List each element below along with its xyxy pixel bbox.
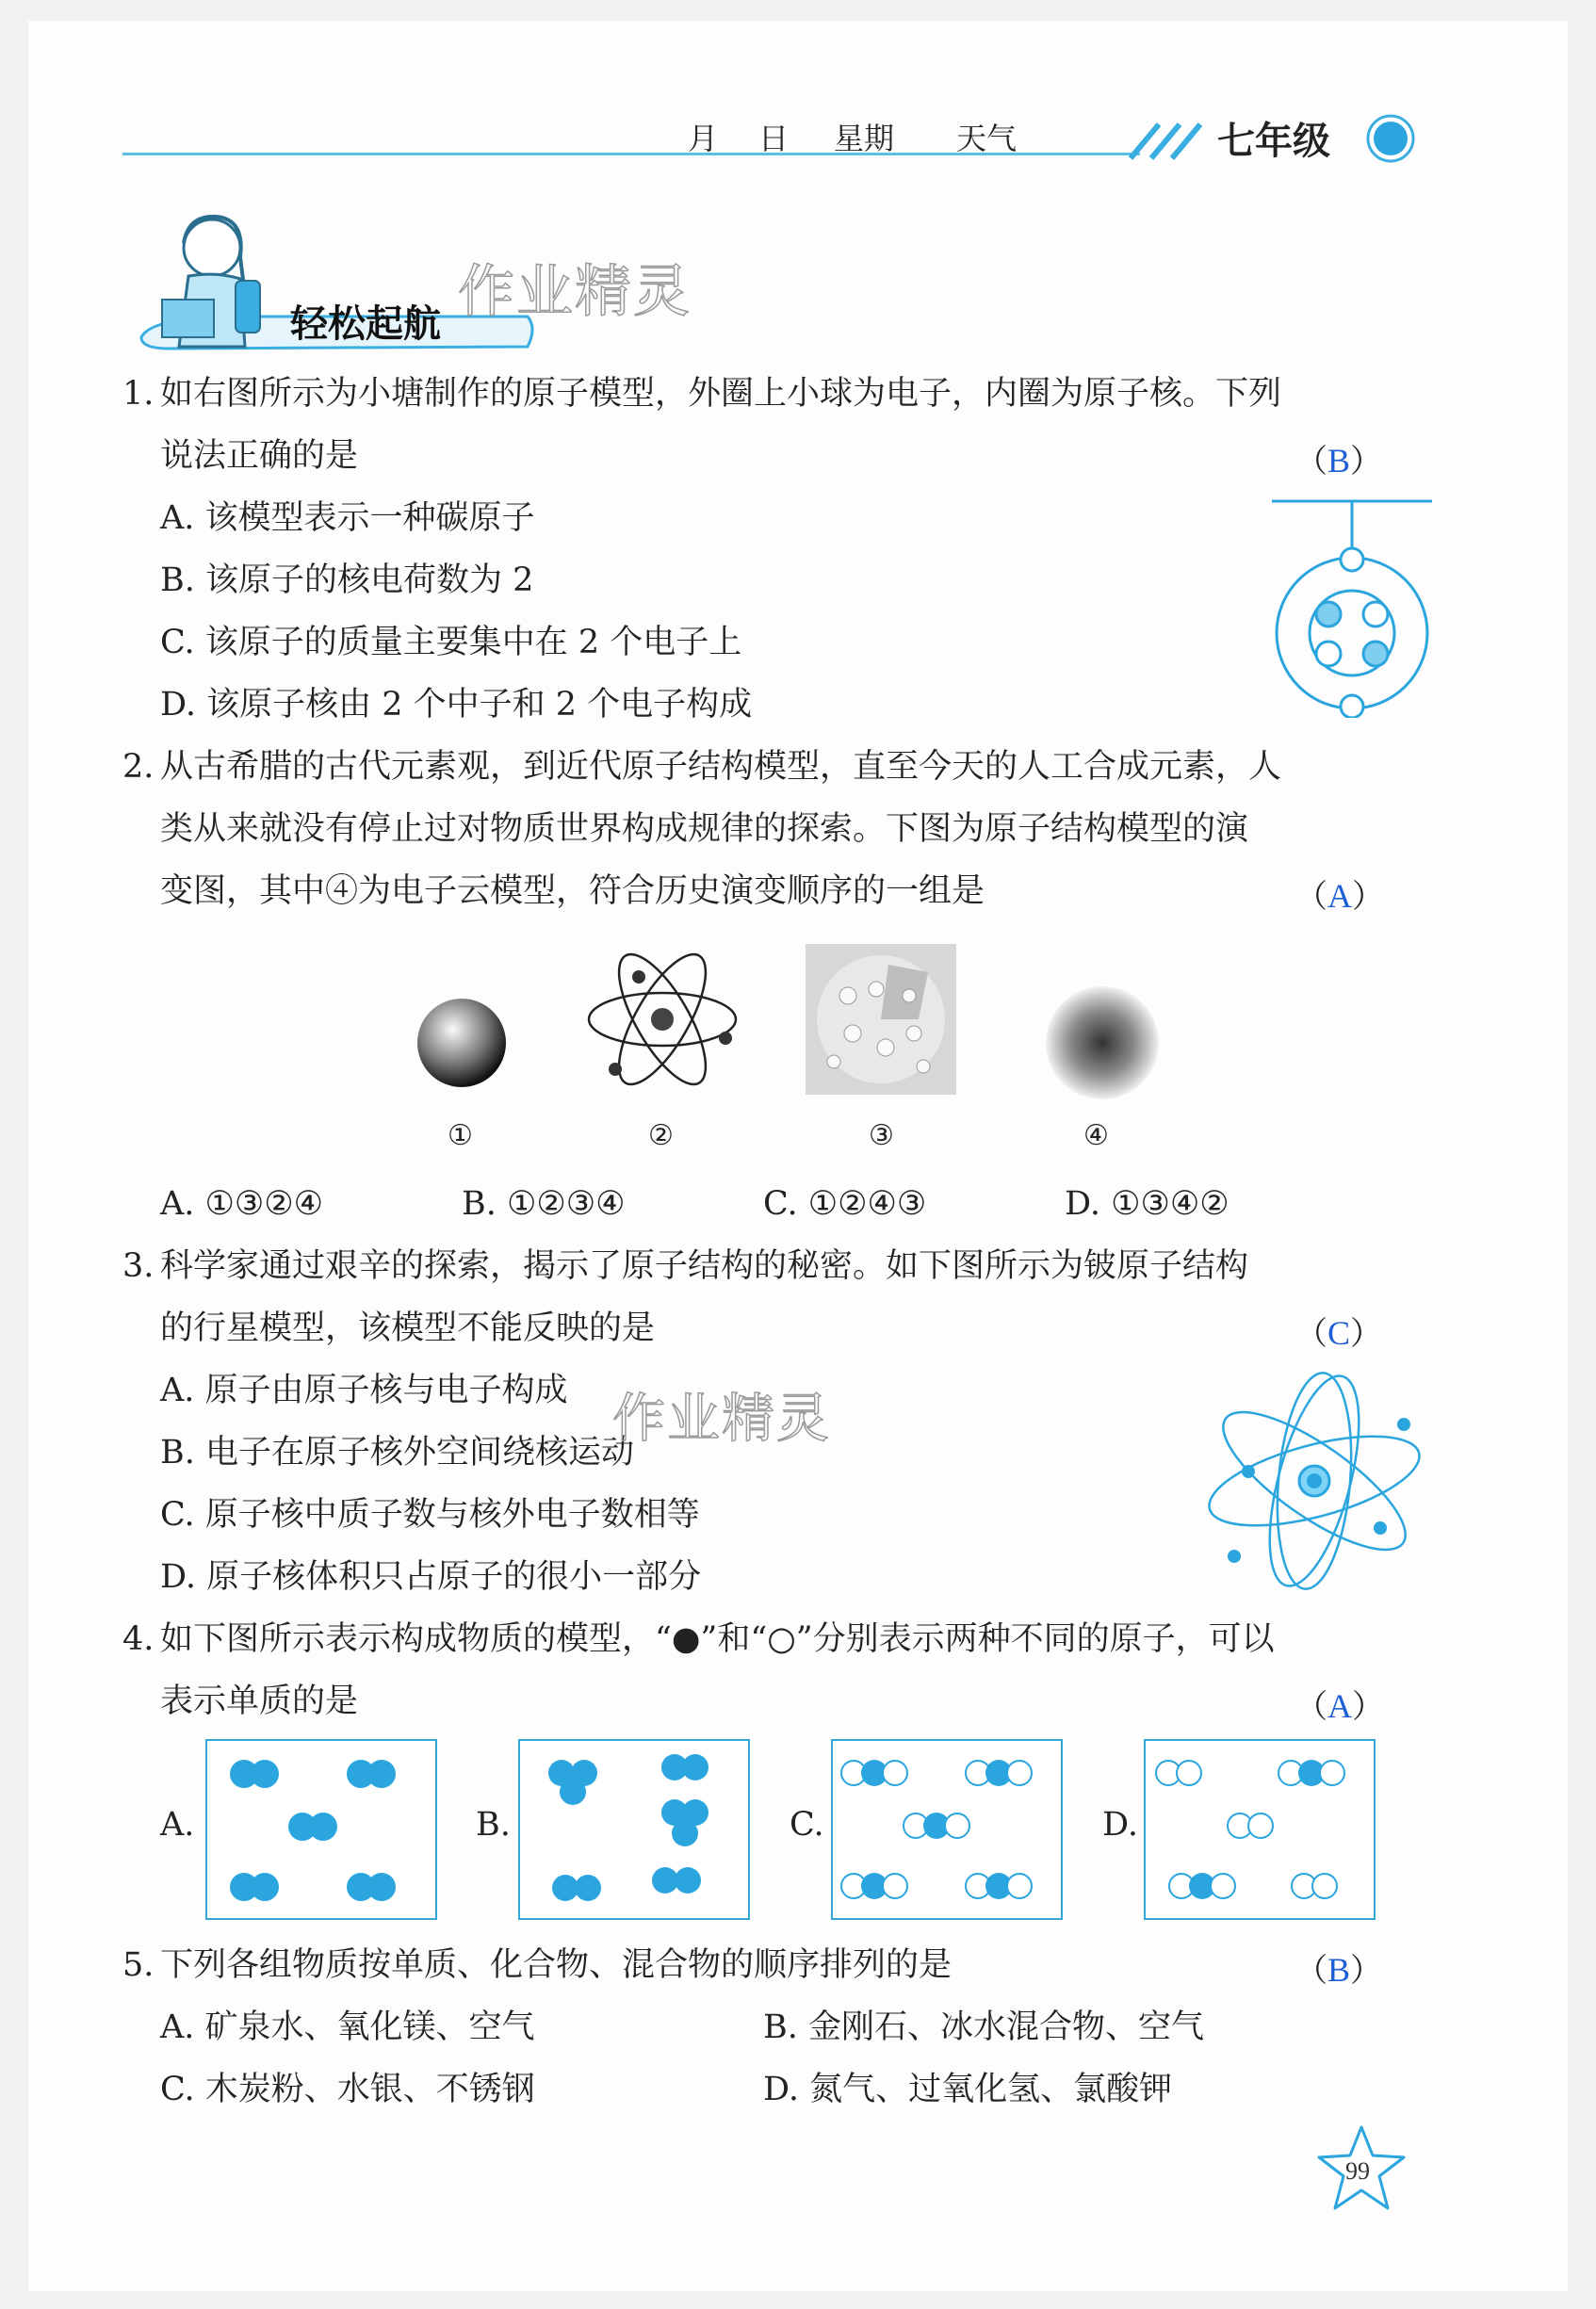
filled-atom bbox=[675, 1867, 701, 1894]
q1-answer-bracket bbox=[1295, 435, 1382, 481]
q3-text-line1: 科学家通过艰辛的探索，揭示了原子结构的秘密。如下图所示为铍原子结构 bbox=[160, 1247, 1249, 1285]
q5-answer: B bbox=[1327, 1951, 1351, 1989]
watermark-top: 作业精灵 bbox=[458, 259, 692, 325]
solid-sphere-model-figure bbox=[410, 991, 513, 1095]
q1-answer: B bbox=[1327, 442, 1351, 480]
blue-dot-icon bbox=[1364, 112, 1417, 165]
paren-close: ） bbox=[1350, 443, 1383, 480]
filled-atom bbox=[251, 1760, 279, 1788]
q4-model-box-c bbox=[831, 1739, 1063, 1920]
beryllium-atom-figure bbox=[1192, 1358, 1437, 1603]
paren-close: ） bbox=[1350, 1952, 1383, 1990]
figure-label-1: ① bbox=[448, 1119, 473, 1152]
q1-option-c: C. 该原子的质量主要集中在 2 个电子上 bbox=[160, 624, 742, 661]
q5-answer-bracket bbox=[1295, 1944, 1382, 1991]
q3-answer-bracket bbox=[1295, 1308, 1382, 1354]
q2-answer: A bbox=[1327, 877, 1352, 915]
q4-box-label-b: B. bbox=[476, 1806, 511, 1844]
q4-model-box-d bbox=[1144, 1739, 1376, 1920]
q4-box-label-c: C. bbox=[790, 1806, 824, 1844]
paren-close: ） bbox=[1352, 1688, 1384, 1726]
q5-option-b: B. 金刚石、冰水混合物、空气 bbox=[763, 2008, 1204, 2046]
filled-atom bbox=[560, 1779, 586, 1805]
q3-option-b: B. 电子在原子核外空间绕核运动 bbox=[160, 1434, 634, 1472]
figure-label-2: ② bbox=[648, 1119, 674, 1152]
filled-atom bbox=[575, 1875, 601, 1901]
atom-model-figure bbox=[1253, 492, 1441, 718]
header-day: 日 bbox=[758, 121, 790, 156]
hollow-atom bbox=[944, 1813, 970, 1839]
hollow-atom bbox=[1006, 1760, 1033, 1786]
filled-atom bbox=[367, 1760, 396, 1788]
q3-answer: C bbox=[1327, 1314, 1351, 1352]
q1-option-a: A. 该模型表示一种碳原子 bbox=[160, 499, 535, 537]
q4-number: 4. bbox=[122, 1620, 155, 1658]
paren-close: ） bbox=[1352, 878, 1384, 916]
q3-text-line2: 的行星模型，该模型不能反映的是 bbox=[160, 1309, 656, 1347]
figure-label-4: ④ bbox=[1083, 1119, 1109, 1152]
hollow-atom bbox=[1247, 1813, 1274, 1839]
q4-model-box-b bbox=[518, 1739, 750, 1920]
q5-number: 5. bbox=[122, 1946, 155, 1984]
q1-number: 1. bbox=[122, 375, 155, 413]
slash-decoration-icon bbox=[1112, 117, 1215, 162]
q4-box-label-a: A. bbox=[160, 1806, 195, 1844]
hollow-atom bbox=[1210, 1873, 1236, 1899]
page-number: 99 bbox=[1345, 2157, 1370, 2185]
q1-text-line1: 如右图所示为小塘制作的原子模型，外圈上小球为电子，内圈为原子核。下列 bbox=[160, 375, 1282, 413]
q2-text-line1: 从古希腊的古代元素观，到近代原子结构模型，直至今天的人工合成元素，人 bbox=[160, 748, 1282, 786]
filled-atom bbox=[251, 1873, 279, 1901]
hollow-atom bbox=[1006, 1873, 1033, 1899]
paren-open: （ bbox=[1295, 1688, 1327, 1726]
q4-text-line1: 如下图所示表示构成物质的模型，“●”和“○”分别表示两种不同的原子，可以 bbox=[160, 1620, 1275, 1658]
filled-atom bbox=[309, 1813, 337, 1841]
q2-text-line2: 类从来就没有停止过对物质世界构成规律的探索。下图为原子结构模型的演 bbox=[160, 810, 1249, 848]
filled-atom bbox=[682, 1754, 708, 1781]
q5-option-a: A. 矿泉水、氧化镁、空气 bbox=[160, 2008, 535, 2046]
paren-open: （ bbox=[1295, 443, 1327, 480]
q3-option-c: C. 原子核中质子数与核外电子数相等 bbox=[160, 1496, 700, 1534]
q3-option-a: A. 原子由原子核与电子构成 bbox=[160, 1372, 568, 1409]
q4-box-label-d: D. bbox=[1102, 1806, 1138, 1844]
hollow-atom bbox=[882, 1873, 908, 1899]
hollow-atom bbox=[1319, 1760, 1345, 1786]
q5-option-d: D. 氮气、过氧化氢、氯酸钾 bbox=[763, 2071, 1173, 2108]
hollow-atom bbox=[1311, 1873, 1338, 1899]
grade-label: 七年级 bbox=[1217, 120, 1330, 163]
filled-atom bbox=[672, 1820, 698, 1846]
q1-option-d: D. 该原子核由 2 个中子和 2 个电子构成 bbox=[160, 686, 753, 724]
filled-atom bbox=[367, 1873, 396, 1901]
hollow-atom bbox=[882, 1760, 908, 1786]
watermark-mid: 作业精灵 bbox=[612, 1389, 831, 1450]
paren-open: （ bbox=[1295, 1952, 1327, 1990]
paren-close: ） bbox=[1350, 1315, 1383, 1353]
figure-label-3: ③ bbox=[869, 1119, 894, 1152]
q4-model-box-a bbox=[205, 1739, 437, 1920]
q3-option-d: D. 原子核体积只占原子的很小一部分 bbox=[160, 1558, 702, 1596]
q4-answer: A bbox=[1327, 1687, 1352, 1725]
q5-option-c: C. 木炭粉、水银、不锈钢 bbox=[160, 2071, 535, 2108]
q2-option-a: A. ①③②④ bbox=[160, 1185, 324, 1223]
q2-option-d: D. ①③④② bbox=[1065, 1185, 1230, 1223]
q4-answer-bracket bbox=[1295, 1681, 1384, 1727]
hollow-atom bbox=[1176, 1760, 1202, 1786]
paren-open: （ bbox=[1295, 1315, 1327, 1353]
q2-answer-bracket bbox=[1295, 870, 1384, 917]
q1-text-line2: 说法正确的是 bbox=[160, 437, 359, 475]
q4-text-line2: 表示单质的是 bbox=[160, 1683, 359, 1720]
workbook-page bbox=[28, 21, 1568, 2291]
q2-option-c: C. ①②④③ bbox=[763, 1185, 927, 1223]
q2-option-b: B. ①②③④ bbox=[462, 1185, 626, 1223]
section-title: 轻松起航 bbox=[290, 302, 441, 346]
planetary-model-figure bbox=[582, 939, 742, 1099]
paren-open: （ bbox=[1295, 878, 1327, 916]
plum-pudding-model-figure bbox=[806, 944, 956, 1095]
q3-number: 3. bbox=[122, 1247, 155, 1285]
header-weekday: 星期 bbox=[834, 121, 895, 156]
header-month: 月 bbox=[688, 121, 719, 156]
q2-text-line3: 变图，其中④为电子云模型，符合历史演变顺序的一组是 bbox=[160, 872, 985, 910]
q1-option-b: B. 该原子的核电荷数为 2 bbox=[160, 561, 534, 599]
header-weather: 天气 bbox=[956, 121, 1018, 156]
electron-cloud-model-figure bbox=[1041, 982, 1164, 1104]
q5-text-line1: 下列各组物质按单质、化合物、混合物的顺序排列的是 bbox=[160, 1946, 953, 1984]
q2-number: 2. bbox=[122, 748, 155, 786]
